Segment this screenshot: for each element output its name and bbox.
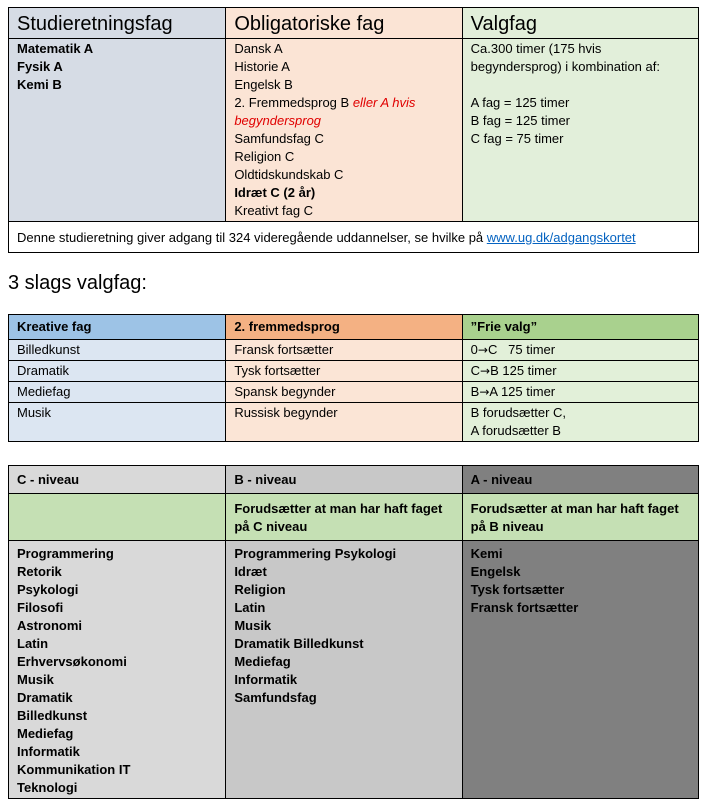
header-fremmedsprog: 2. fremmedsprog — [226, 315, 462, 340]
table-row — [9, 340, 699, 361]
list-item: Latin — [234, 600, 266, 615]
list-item: Kreativt fag C — [234, 203, 314, 218]
valgfag-a: A fag = 125 timer — [470, 95, 570, 110]
header-valgfag: Valgfag — [462, 8, 698, 39]
list-item: Filosofi — [17, 600, 64, 615]
list-item: Idræt — [234, 564, 267, 579]
list-item: Informatik — [234, 672, 298, 687]
header-studieretningsfag: Studieretningsfag — [9, 8, 226, 39]
a-list-cell — [462, 541, 698, 799]
c-list-cell — [9, 541, 226, 799]
studieretning-header-row — [9, 8, 699, 39]
studieretning-footer-row — [9, 222, 699, 253]
table-row — [9, 382, 699, 403]
footer-cell — [9, 222, 699, 253]
list-item: Dansk A — [234, 41, 283, 56]
list-item: Engelsk B — [234, 77, 293, 92]
frie-cell: C→B 125 timer — [462, 361, 698, 382]
list-item: Teknologi — [17, 780, 78, 795]
list-item: Fransk fortsætter — [470, 600, 579, 615]
list-item: Fysik A — [17, 59, 63, 74]
valgfag-types-table — [8, 314, 699, 442]
fremmedsprog-note-cont: begyndersprog — [234, 113, 322, 128]
niveau-note-row — [9, 494, 699, 541]
list-item: Matematik A — [17, 41, 94, 56]
note-a: Forudsætter at man har haft faget på B niveau — [462, 494, 698, 541]
list-item: Informatik — [17, 744, 80, 759]
list-item: Historie A — [234, 59, 290, 74]
studieretningsfag-cell — [9, 39, 226, 222]
list-item: Astronomi — [17, 618, 82, 633]
list-item: Dramatik — [17, 690, 73, 705]
kreative-cell: Musik — [9, 403, 226, 442]
kreative-cell: Dramatik — [9, 361, 226, 382]
list-item — [234, 94, 453, 112]
arrow-right-icon: → — [479, 385, 490, 399]
header-frie-valg: ”Frie valg” — [462, 315, 698, 340]
list-item: Dramatik Billedkunst — [234, 636, 364, 651]
valgfag-intro-cont: begyndersprog) i kombination af: — [470, 59, 660, 74]
studieretning-table — [8, 7, 699, 253]
kreative-cell: Mediefag — [9, 382, 226, 403]
list-item: Kommunikation IT — [17, 762, 131, 777]
list-item: Samfundsfag — [234, 690, 317, 705]
list-item: Kemi B — [17, 77, 62, 92]
fremmedsprog-cell: Tysk fortsætter — [226, 361, 462, 382]
list-item: Tysk fortsætter — [470, 582, 565, 597]
fremmedsprog-cell: Russisk begynder — [226, 403, 462, 442]
list-item: Engelsk — [470, 564, 521, 579]
arrow-right-icon: → — [480, 364, 491, 378]
fremmedsprog-label: 2. Fremmedsprog B — [234, 95, 350, 110]
list-item: Idræt C (2 år) — [234, 185, 316, 200]
list-item: Oldtidskundskab C — [234, 167, 344, 182]
valgfag-c: C fag = 75 timer — [470, 131, 564, 146]
list-item: Programmering — [17, 546, 114, 561]
list-item: Kemi — [470, 546, 503, 561]
header-a-niveau: A - niveau — [462, 466, 698, 494]
list-item: Psykologi — [17, 582, 79, 597]
table-row — [9, 361, 699, 382]
list-item: Latin — [17, 636, 49, 651]
valgfag-types-header-row — [9, 315, 699, 340]
list-item: Religion — [234, 582, 286, 597]
fremmedsprog-cell: Spansk begynder — [226, 382, 462, 403]
obligatoriske-cell — [226, 39, 462, 222]
header-kreative-fag: Kreative fag — [9, 315, 226, 340]
frie-cell: B forudsætter C, A forudsætter B — [462, 403, 698, 442]
list-item: Religion C — [234, 149, 295, 164]
note-c — [9, 494, 226, 541]
studieretning-body-row — [9, 39, 699, 222]
table-row — [9, 403, 699, 442]
list-item: Erhvervsøkonomi — [17, 654, 127, 669]
valgfag-b: B fag = 125 timer — [470, 113, 571, 128]
frie-cell: B→A 125 timer — [462, 382, 698, 403]
list-item: Musik — [234, 618, 272, 633]
section-title: 3 slags valgfag: — [8, 272, 147, 294]
list-item: Mediefag — [234, 654, 291, 669]
niveau-list-row — [9, 541, 699, 799]
b-list-cell — [226, 541, 462, 799]
fremmedsprog-cell: Fransk fortsætter — [226, 340, 462, 361]
list-item: Billedkunst — [17, 708, 88, 723]
header-obligatoriske-fag: Obligatoriske fag — [226, 8, 462, 39]
list-item: Musik — [17, 672, 54, 687]
header-b-niveau: B - niveau — [226, 466, 462, 494]
note-b: Forudsætter at man har haft faget på C niveau — [226, 494, 462, 541]
niveau-header-row — [9, 466, 699, 494]
list-item: Programmering Psykologi — [234, 546, 397, 561]
arrow-right-icon: → — [477, 343, 488, 357]
kreative-cell: Billedkunst — [9, 340, 226, 361]
header-c-niveau: C - niveau — [9, 466, 226, 494]
list-item: Samfundsfag C — [234, 131, 324, 146]
valgfag-cell — [462, 39, 698, 222]
list-item: Mediefag — [17, 726, 74, 741]
valgfag-intro: Ca.300 timer (175 hvis — [470, 41, 602, 56]
niveau-table — [8, 465, 699, 799]
list-item: Retorik — [17, 564, 62, 579]
fremmedsprog-note: eller A hvis — [352, 95, 416, 110]
footer-text: Denne studieretning giver adgang til 324 videregående uddannelser, se hvilke på — [17, 230, 487, 245]
adgangskortet-link[interactable]: www.ug.dk/adgangskortet — [486, 230, 636, 245]
frie-cell: 0→C 75 timer — [462, 340, 698, 361]
